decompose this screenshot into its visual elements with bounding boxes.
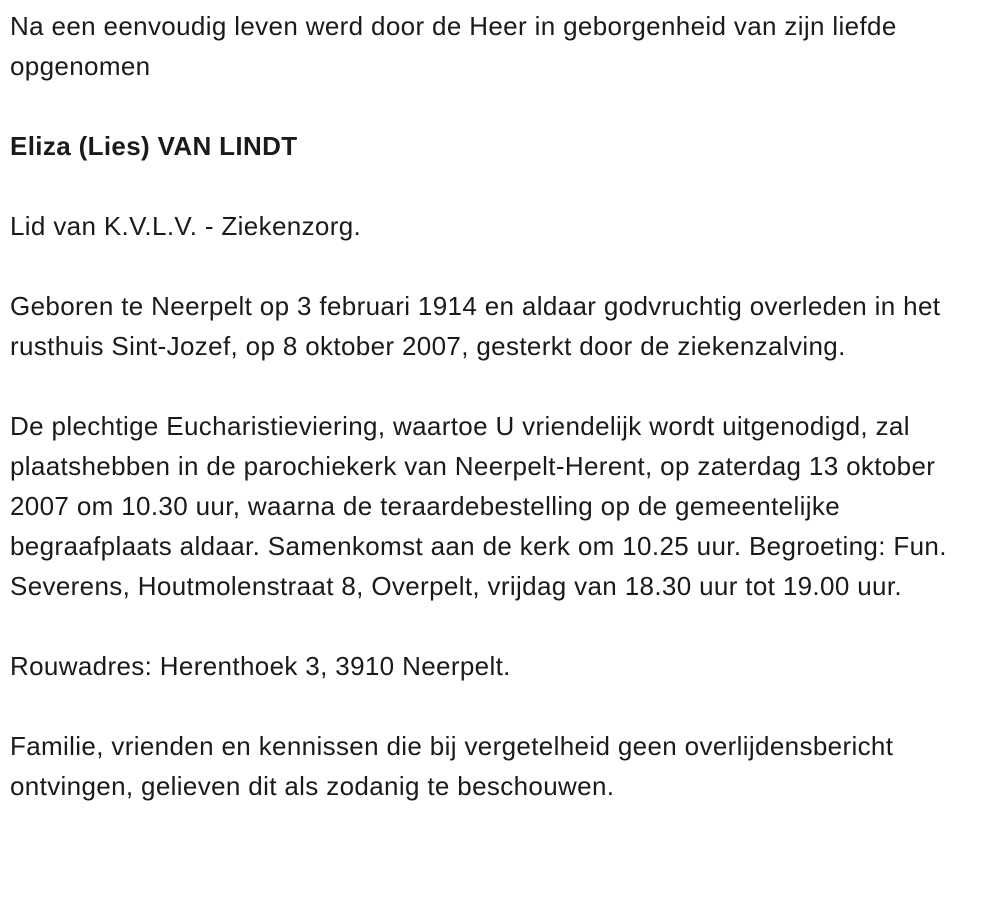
closing-text: Familie, vrienden en kennissen die bij vergetelheid geen overlijdensbericht ontvingen, gelieven dit als zodanig te beschouwen. [10, 731, 894, 801]
intro-text: Na een eenvoudig leven werd door de Heer in geborgenheid van zijn liefde opgenomen [10, 11, 897, 81]
ceremony-text: De plechtige Eucharistieviering, waartoe U vriendelijk wordt uitgenodigd, zal plaatshebben in de parochiekerk van Neerpelt-Herent, op zaterdag 13 oktober 2007 om 10.30 uur, waarna de teraardebestelling op de gemeentelijke begraafplaats aldaar. Samenkomst aan de kerk om 10.25 uur. Begroeting: Fun. Severens, Houtmolenstraat 8, Overpelt, vrijdag van 18.30 uur tot 19.00 uur. [10, 411, 947, 601]
mourning-address: Rouwadres: Herenthoek 3, 3910 Neerpelt. [10, 651, 511, 681]
birth-death-text: Geboren te Neerpelt op 3 februari 1914 en aldaar godvruchtig overleden in het rusthuis Sint-Jozef, op 8 oktober 2007, gesterkt door de ziekenzalving. [10, 291, 941, 361]
membership-text: Lid van K.V.L.V. - Ziekenzorg. [10, 211, 362, 241]
deceased-name: Eliza (Lies) VAN LINDT [10, 131, 298, 161]
death-notice [10, 0, 995, 806]
